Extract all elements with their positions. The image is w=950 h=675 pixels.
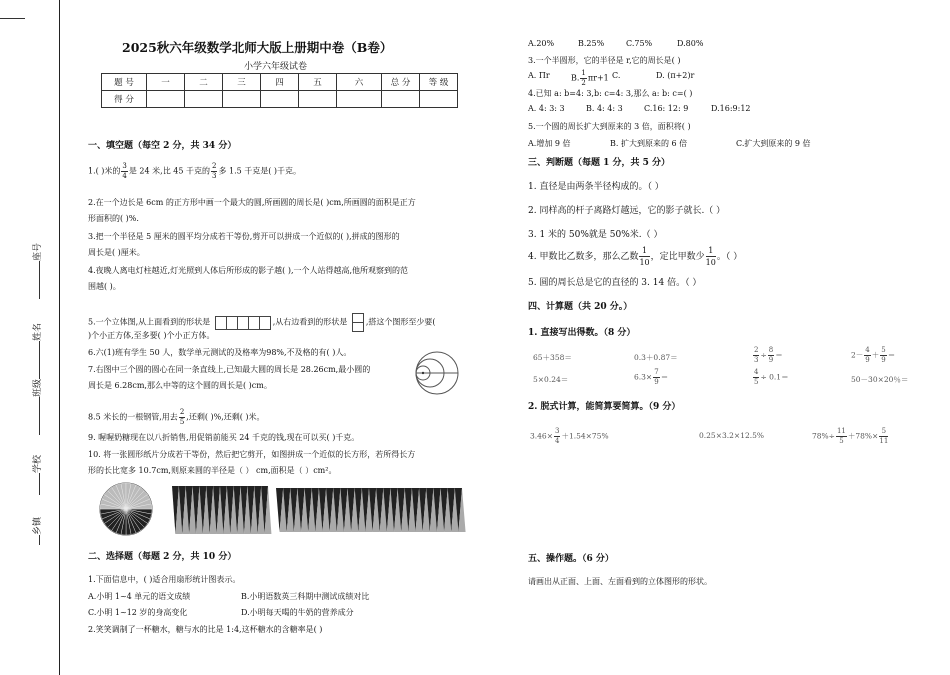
q8-text-b: ,还剩( )%,还剩( )米。 [186, 412, 265, 422]
fraction-numerator: 1 [706, 245, 716, 257]
divided-circle [100, 483, 152, 535]
corner-rule [0, 18, 25, 19]
s2-q4-option-d[interactable]: D.16:9:12 [711, 104, 751, 113]
fraction-denominator: 3 [211, 172, 217, 180]
fraction: $\frac{11}{5}$ [836, 427, 846, 445]
s2-q1-option-a[interactable]: A.小明 1~4 单元的语文成绩 [88, 592, 191, 601]
fraction [639, 245, 649, 268]
q8-text-a: 8.5 米长的一根钢管,用去 [88, 412, 178, 422]
calc-item [752, 368, 789, 387]
fraction: $\frac{8}{9}$ [768, 346, 774, 364]
calc-item [851, 346, 895, 365]
s2-q4-option-b[interactable]: B. 4: 4: 3 [586, 104, 623, 113]
expr-part: ＋1.54×75% [561, 431, 609, 441]
question-7-line1: 7.右图中三个圆的圆心在同一条直线上,已知最大圆的周长是 28.26cm,最小圆的 [88, 365, 371, 374]
section5-instruction: 请画出从正面、上面、左面看到的立体图形的形状。 [528, 577, 712, 586]
calc-operator: ÷ [760, 350, 767, 360]
s2-question-4: 4.已知 a: b=4: 3,b: c=4: 3,那么 a: b: c=( ) [528, 89, 693, 98]
fraction: $\frac{4}{5}$ [754, 368, 759, 386]
fraction-numerator: 1 [639, 245, 649, 257]
fraction-numerator: 2 [179, 408, 185, 416]
fraction: $\frac{5}{9}$ [881, 346, 886, 364]
table-cell: 五 [299, 74, 337, 91]
question-10-line1: 10. 将一张圆形纸片分成若干等份，然后把它剪开，如图拼成一个近似的长方形，若所得长方 [88, 450, 416, 459]
side-label-school: 学校 [30, 455, 43, 498]
question-4-line1: 4.夜晚人离电灯柱越近,灯光照到人体后所形成的影子越( ),一个人站得越高,他所观察到的范 [88, 266, 409, 275]
question-2-line1: 2.在一个边长是 6cm 的正方形中画一个最大的圆,所画圆的周长是( )cm,所画圆的面积是正方 [88, 198, 416, 207]
judge4-text-c: 。（ ） [716, 252, 743, 262]
score-cell[interactable] [337, 91, 382, 108]
calc-item: 0.3＋0.87＝ [634, 353, 678, 362]
question-5-line2: )个小正方体,至多要( )个小正方体。 [88, 331, 215, 340]
section1-title: 一、填空题（每空 2 分，共 34 分） [88, 141, 237, 151]
question-6: 6.六(1)班有学生 50 人，数学单元测试的及格率为98%,不及格的有( )人。 [88, 348, 352, 357]
calc-item [634, 368, 668, 387]
s2-q2-option-d[interactable]: D.80% [677, 39, 704, 48]
fraction-numerator: 3 [122, 162, 127, 170]
fraction-numerator: 1 [581, 69, 586, 77]
calc-item: 50－30×20％＝ [851, 375, 909, 384]
calc-item: 65＋358＝ [533, 353, 572, 362]
question-3-line1: 3.把一个半径是 5 厘米的圆平均分成若干等份,剪开可以拼成一个近似的( ),拼成的图形的 [88, 232, 400, 241]
side-label-class: 班级 [30, 379, 43, 438]
s2-q1-option-c[interactable]: C.小明 1~12 岁的身高变化 [88, 608, 188, 617]
score-cell[interactable] [420, 91, 458, 108]
judge-item-2: 2. 同样高的杆子离路灯越远，它的影子就长.（ ） [528, 206, 726, 216]
fraction: $\frac{3}{4}$ [554, 427, 560, 445]
table-cell: 总 分 [382, 74, 420, 91]
section4-sub1: 1. 直接写出得数。（8 分） [528, 328, 636, 338]
fraction: $\frac{5}{11}$ [879, 427, 889, 445]
table-cell: 题 号 [102, 74, 147, 91]
expression-3 [812, 427, 889, 446]
score-cell[interactable] [223, 91, 261, 108]
table-cell: 六 [337, 74, 382, 91]
s2-q2-option-a[interactable]: A.20% [528, 39, 555, 48]
table-cell: 四 [261, 74, 299, 91]
table-cell: 等 级 [420, 74, 458, 91]
rearranged-strip-2 [276, 488, 466, 532]
q5-text-a: 5.一个立体图,从上面看到的形状是 [88, 317, 211, 327]
s2-q5-option-b[interactable]: B. 扩大到原来的 6 倍 [610, 139, 688, 148]
score-table [101, 73, 458, 108]
s2-question-2: 2.笑笑调制了一杯糖水，糖与水的比是 1:4,这杯糖水的含糖率是( ) [88, 625, 323, 634]
section4-sub2: 2. 脱式计算，能简算要简算。（9 分） [528, 402, 681, 412]
binding-line [59, 0, 60, 675]
expr-part: 3.46× [530, 431, 553, 441]
judge-item-1: 1. 直径是由两条半径构成的。（ ） [528, 182, 664, 192]
table-cell: 一 [147, 74, 185, 91]
s2-question-1: 1.下面信息中，( )适合用扇形统计图表示。 [88, 575, 241, 584]
fraction [179, 408, 185, 427]
question-2-line2: 形面积的( )%. [88, 214, 139, 223]
expression-2: 0.25×3.2×12.5% [699, 431, 765, 440]
question-7-line2: 周长是 6.28cm,那么中等的这个圆的周长是( )cm。 [88, 381, 272, 390]
s2-q3-option-d[interactable]: D. (π+2)r [656, 71, 695, 80]
three-circles-figure [414, 350, 460, 396]
score-cell[interactable] [147, 91, 185, 108]
fraction-denominator: 2 [581, 79, 586, 87]
s2-q2-option-c[interactable]: C.75% [626, 39, 653, 48]
s2-q5-option-a[interactable]: A.增加 9 倍 [528, 139, 571, 148]
question-4-line2: 围越( )。 [88, 282, 121, 291]
question-8 [88, 408, 265, 427]
question-1 [88, 162, 301, 181]
top-view-figure [215, 316, 271, 330]
q5-text-c: ,搭这个图形至少要( [365, 317, 436, 327]
s2-q1-option-b[interactable]: B.小明语数英三科期中测试成绩对比 [241, 592, 370, 601]
expr-part: ＋78%× [847, 431, 879, 441]
fraction: $\frac{7}{9}$ [654, 368, 659, 386]
calc-equals: ＝ [660, 372, 669, 382]
circle-rearrangement-figure [88, 482, 473, 538]
expression-1 [530, 427, 609, 446]
section4-title: 四、计算题（共 20 分。） [528, 302, 633, 312]
judge-item-5: 5. 圆的周长总是它的直径的 3. 14 倍。（ ） [528, 278, 702, 288]
score-table-header-row [102, 74, 458, 91]
score-cell[interactable] [382, 91, 420, 108]
fraction: $\frac{4}{9}$ [865, 346, 870, 364]
score-table-score-row [102, 91, 458, 108]
calc-lead: 2－ [851, 350, 864, 360]
question-3-line2: 周长是( )厘米。 [88, 248, 145, 257]
rearranged-strip-1 [172, 486, 271, 534]
side-label-town: 乡镇 [30, 517, 43, 548]
side-label-seat: 座号 [30, 243, 43, 302]
expr-part: 78%÷ [812, 431, 835, 441]
q1-text-c: 多 1.5 千克是( )千克。 [218, 166, 302, 176]
s2-q3-option-a[interactable]: A. Πr [528, 71, 550, 80]
option-letter: B. [571, 73, 580, 83]
fraction-denominator: 4 [122, 172, 127, 180]
section3-title: 三、判断题（每题 1 分，共 5 分） [528, 158, 671, 168]
s2-q5-option-c[interactable]: C.扩大到原来的 9 倍 [736, 139, 811, 148]
q1-text-b: 是 24 米,比 45 千克的 [128, 166, 210, 176]
fraction [121, 162, 127, 181]
calc-equals: ＝ [887, 350, 896, 360]
table-cell: 三 [223, 74, 261, 91]
score-cell[interactable] [261, 91, 299, 108]
page-title: 2025秋六年级数学北师大版上册期中卷（B卷） [122, 40, 393, 55]
s2-q4-option-c[interactable]: C.16: 12: 9 [644, 104, 689, 113]
q5-text-b: ,从右边看到的形状是 [272, 317, 348, 327]
right-view-figure [352, 313, 364, 332]
table-cell: 得 分 [102, 91, 147, 108]
calc-item [752, 346, 783, 365]
judge-item-4 [528, 245, 742, 268]
fraction [211, 162, 217, 181]
s2-question-5: 5.一个圆的周长扩大到原来的 3 倍，面积将( ) [528, 122, 691, 131]
judge4-text-a: 4. 甲数比乙数多，那么乙数 [528, 252, 639, 262]
fraction-denominator: 10 [639, 258, 650, 267]
option-text: πr+1 [587, 73, 609, 83]
section5-title: 五、操作题。（6 分） [528, 554, 614, 564]
s2-question-3: 3.一个半圆形，它的半径是 r,它的周长是( ) [528, 56, 681, 65]
q1-text-a: 1.( )米的 [88, 166, 121, 176]
calc-lead: 6.3× [634, 372, 653, 382]
score-cell[interactable] [185, 91, 223, 108]
section2-title: 二、选择题（每题 2 分，共 10 分） [88, 552, 237, 562]
page-subtitle: 小学六年级试卷 [244, 62, 308, 72]
calc-equals: ＝ [775, 350, 783, 360]
score-cell[interactable] [299, 91, 337, 108]
fraction-denominator: 5 [179, 418, 185, 426]
side-label-name: 姓名 [30, 323, 43, 382]
fraction-numerator: 2 [211, 162, 217, 170]
fraction: $\frac{2}{3}$ [754, 346, 759, 364]
fraction [580, 69, 586, 88]
calc-tail: ÷ 0.1＝ [760, 372, 789, 382]
fraction-denominator: 10 [705, 258, 716, 267]
question-9: 9. 喔喔奶糖现在以八折销售,用促销前能买 24 千克的钱,现在可以买( )千克。 [88, 433, 360, 442]
s2-q3-option-c[interactable]: C. [612, 71, 621, 80]
table-cell: 二 [185, 74, 223, 91]
s2-q2-option-b[interactable]: B.25% [578, 39, 605, 48]
judge4-text-b: ，定比甲数少 [650, 252, 705, 262]
s2-q4-option-a[interactable]: A. 4: 3: 3 [528, 104, 565, 113]
calc-operator: ＋ [871, 350, 880, 360]
calc-item: 5×0.24＝ [533, 375, 569, 384]
judge-item-3: 3. 1 米的 50%就是 50%米.（ ） [528, 230, 663, 240]
s2-q1-option-d[interactable]: D.小明每天喝的牛奶的营养成分 [241, 608, 354, 617]
question-10-line2: 形的长比宽多 10.7cm,则原来圆的半径是（ ） cm,面积是（ ）cm²。 [88, 466, 337, 475]
s2-q3-option-b[interactable] [571, 69, 609, 88]
fraction [706, 245, 716, 268]
